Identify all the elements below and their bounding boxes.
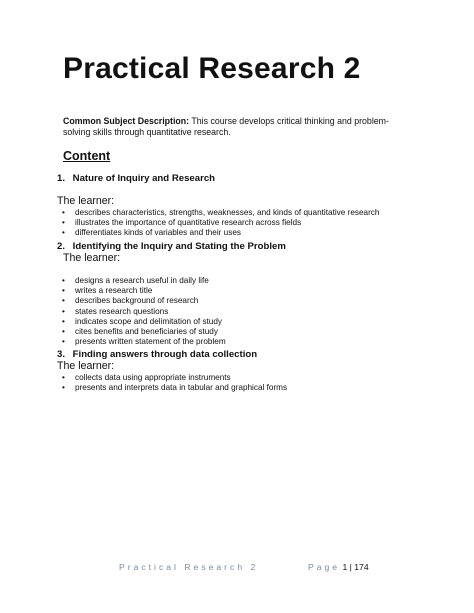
section-2-learner-label: The learner: [63,252,121,264]
section-2-number: 2. [57,241,66,252]
list-item: • writes a research title [62,286,226,296]
section-1-title-text: Nature of Inquiry and Research [72,173,216,184]
footer-page-number: 1 [342,562,348,572]
section-1-learner-label: The learner: [57,195,115,207]
section-3-list [62,373,287,393]
content-heading: Content [63,149,111,163]
section-2-title [57,241,286,252]
footer-title: Practical Research 2 [119,562,259,572]
footer-page-label: Page [308,562,341,572]
subject-description [63,116,413,138]
list-item: • illustrates the importance of quantitative research across fields [62,218,379,228]
footer-separator: | [347,562,355,572]
list-item: • indicates scope and delimitation of study [62,317,226,327]
list-item: • cites benefits and beneficiaries of study [62,327,226,337]
document-title: Practical Research 2 [63,52,361,85]
description-text: This course develops critical thinking and problem-solving skills through quantitative research. [63,116,389,137]
footer-total-pages: 174 [354,562,369,572]
list-item: • presents written statement of the problem [62,337,226,347]
section-1-number: 1. [57,173,66,184]
section-1-list [62,208,379,239]
footer-page-info [308,562,369,572]
section-2-list [62,276,226,347]
section-3-title-text: Finding answers through data collection [72,349,258,360]
list-item: • differentiates kinds of variables and their uses [62,228,379,238]
section-1-title [57,173,215,184]
list-item: • presents and interprets data in tabular and graphical forms [62,383,287,393]
list-item: • designs a research useful in daily life [62,276,226,286]
list-item: • describes background of research [62,296,226,306]
section-3-number: 3. [57,349,66,360]
list-item: • collects data using appropriate instruments [62,373,287,383]
list-item: • states research questions [62,307,226,317]
list-item: • describes characteristics, strengths, weaknesses, and kinds of quantitative research [62,208,379,218]
section-3-learner-label: The learner: [57,360,115,372]
description-label: Common Subject Description: [63,116,190,126]
section-2-title-text: Identifying the Inquiry and Stating the Problem [72,241,286,252]
section-3-title [57,349,257,360]
